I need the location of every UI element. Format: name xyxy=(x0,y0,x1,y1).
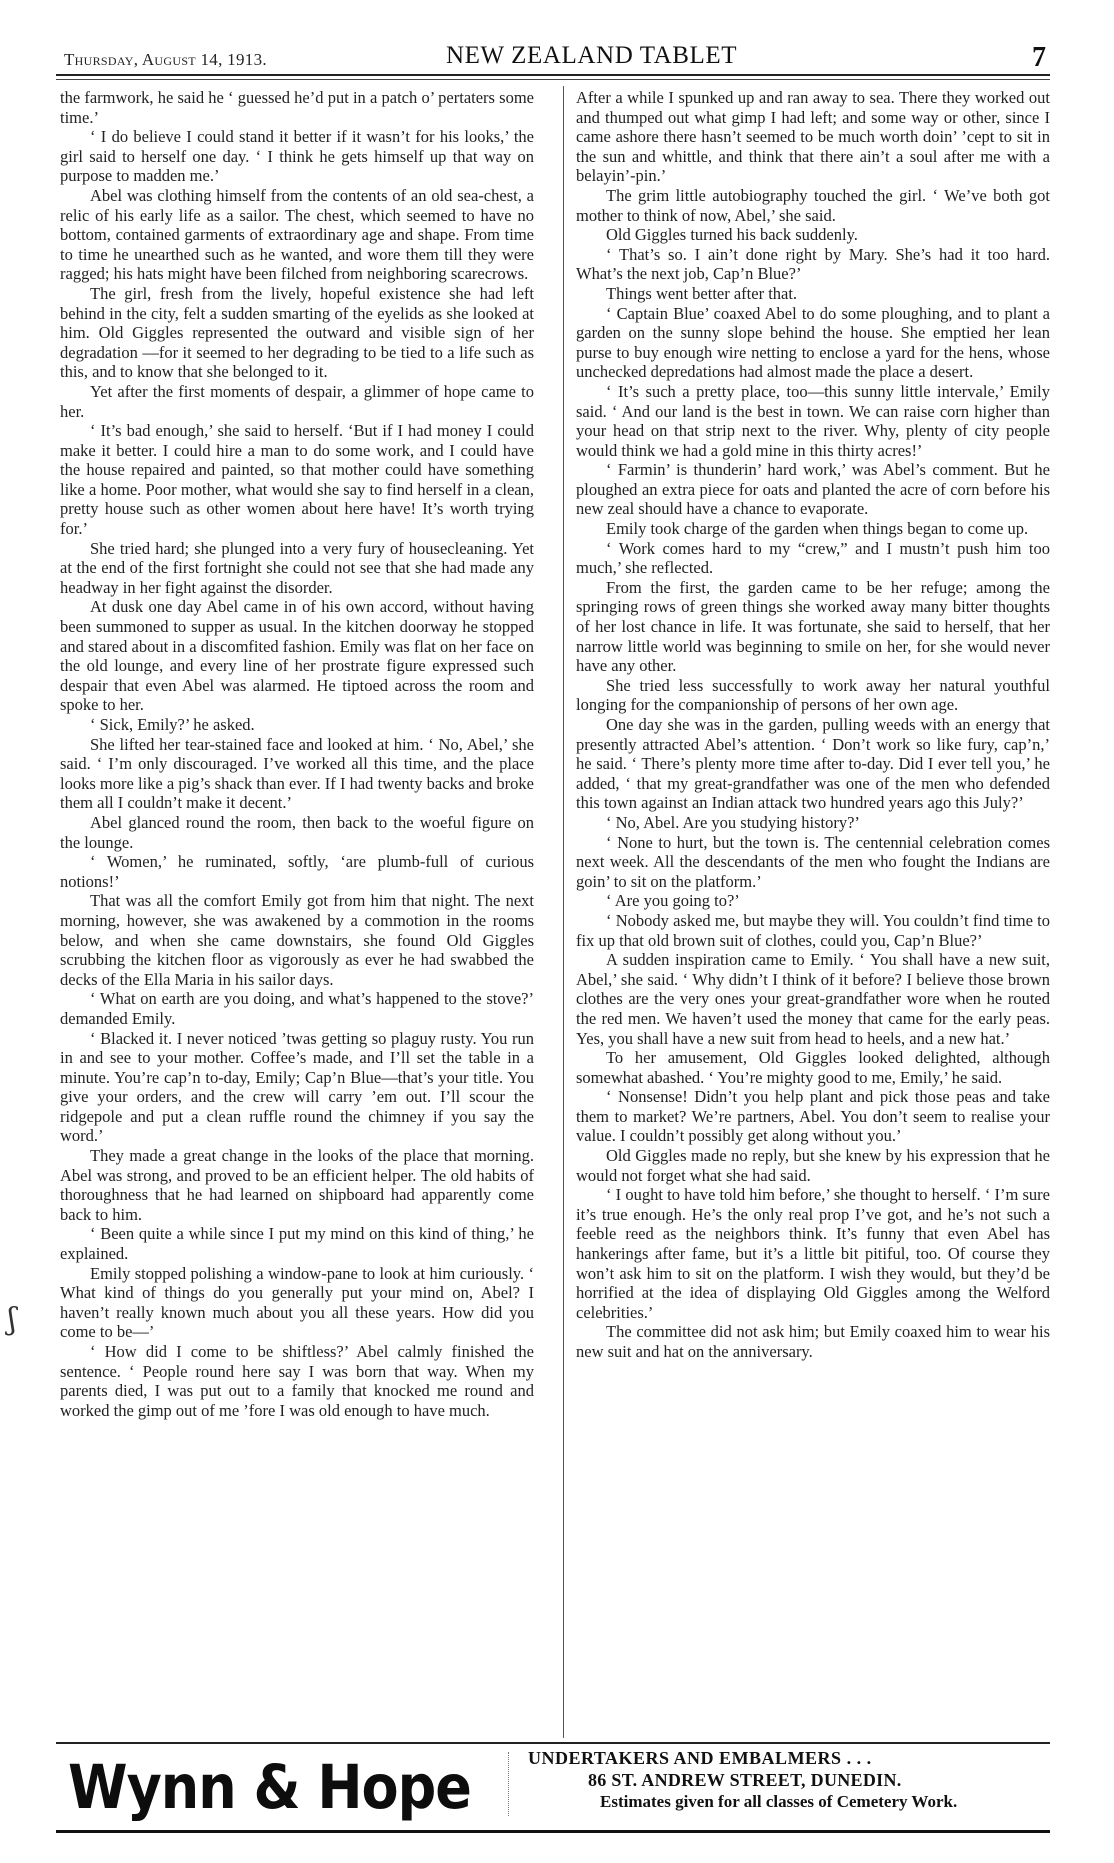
right-column-paragraph: ‘ Work comes hard to my “crew,” and I mustn’t push him too much,’ she reflected. xyxy=(576,538,1050,578)
right-column-paragraph: ‘ None to hurt, but the town is. The centennial celebration comes next week. All the descendants of the men who fought the Indians are goin’ to sit on the platform.’ xyxy=(576,832,1050,891)
advertisement-rule xyxy=(56,1742,1050,1744)
header-rule-thin xyxy=(56,79,1050,80)
left-column-paragraph: ‘ It’s bad enough,’ she said to herself. ‘But if I had money I could make it better. I could hire a man to do some work, and I could have the house repaired and painted, so that mother could have something like a home. Poor mother, what would she say to find herself in a clean, pretty house such as other women about here have! It’s worth trying for.’ xyxy=(60,421,534,539)
right-column-paragraph: ‘ I ought to have told him before,’ she thought to herself. ‘ I’m sure it’s true enough. He’s the only real prop I’ve got, and he’s not such a feeble reed as the neighbors think. It’s funny that even Abel has hankerings after fame, but it’s a little bit pitiful, too. Of course they won’t ask him to sit on the platform. I wish they would, but they’d be horrified at the idea of displaying Old Giggles among the Welford celebrities.’ xyxy=(576,1185,1050,1322)
left-column-paragraph: ‘ How did I come to be shiftless?’ Abel calmly finished the sentence. ‘ People round here say I was born that way. When my parents died, I was put out to a family that knocked me round and worked the gimp out of me ’fore I was old enough to have much. xyxy=(60,1342,534,1420)
advertisement xyxy=(56,1746,1050,1832)
left-column-paragraph: ‘ Blacked it. I never noticed ’twas getting so plaguy rusty. You run in and see to your mother. Coffee’s made, and I’ll set the table in a minute. You’re cap’n to-day, Emily; Cap’n Blue—that’s your title. You give your orders, and the crew will carry ’em out. I’ll scour the ridgepole and put a clean ruffle round the chimney if you say the word.’ xyxy=(60,1028,534,1146)
left-column-paragraph: ‘ What on earth are you doing, and what’s happened to the stove?’ demanded Emily. xyxy=(60,989,534,1028)
left-column-paragraph: That was all the comfort Emily got from him that night. The next morning, however, she was awakened by a commotion in the rooms below, and when she came downstairs, she found Old Giggles scrubbing the kitchen floor as vigorously as ever he had swabbed the decks of the Ella Maria in his sailor days. xyxy=(60,891,534,989)
publication-title: NEW ZEALAND TABLET xyxy=(446,42,738,69)
right-column-paragraph: Things went better after that. xyxy=(606,283,798,303)
right-column-paragraph: From the first, the garden came to be her refuge; among the springing rows of green things she worked away many bitter thoughts of her lost chance in life. It was fortunate, she said to herself, that her narrow little world was beginning to smile on her, for she would never have any other. xyxy=(576,577,1050,676)
header-rule xyxy=(56,74,1050,76)
advertisement-margin-text xyxy=(508,1752,519,1816)
right-column-paragraph: ‘ Farmin’ is thunderin’ hard work,’ was Abel’s comment. But he ploughed an extra piece for oats and planted the acre of corn before his new zeal should have a chance to evaporate. xyxy=(576,460,1050,519)
right-column-paragraph: Emily took charge of the garden when things began to come up. xyxy=(606,519,1029,539)
left-column-paragraph: Abel was clothing himself from the contents of an old sea-chest, a relic of his early life as a sailor. The chest, which seemed to have no bottom, contained garments of extraordinary age and shape. From time to time he unearthed such as he wanted, and wore them till they were ragged; his hats might have been filched from neighboring scarecrows. xyxy=(60,185,534,284)
issue-date: Thursday, August 14, 1913. xyxy=(64,50,267,69)
advertisement-business: UNDERTAKERS AND EMBALMERS . . . xyxy=(528,1748,872,1768)
left-column-paragraph: ‘ Sick, Emily?’ he asked. xyxy=(90,715,255,734)
column-divider xyxy=(563,86,564,1738)
advertisement-brand: Wynn & Hope xyxy=(68,1752,471,1823)
advertisement-tagline: Estimates given for all classes of Cemetery Work. xyxy=(600,1792,958,1811)
left-column xyxy=(60,88,534,1734)
right-column-paragraph: ‘ That’s so. I ain’t done right by Mary. She’s had it too hard. What’s the next job, Cap’n Blue?’ xyxy=(576,244,1050,284)
left-column-paragraph: Yet after the first moments of despair, a glimmer of hope came to her. xyxy=(60,381,534,421)
left-column-paragraph: the farmwork, he said he ‘ guessed he’d put in a patch o’ pertaters some time.’ xyxy=(60,88,534,127)
left-column-paragraph: ‘ I do believe I could stand it better if it wasn’t for his looks,’ the girl said to herself one day. ‘ I think he gets himself up that way on purpose to madden me.’ xyxy=(60,127,534,186)
right-column-paragraph: Old Giggles made no reply, but she knew by his expression that he would not forget what she had said. xyxy=(576,1146,1050,1185)
right-column-paragraph: The grim little autobiography touched the girl. ‘ We’ve both got mother to think of now, Abel,’ she said. xyxy=(576,185,1050,225)
left-column-paragraph: ‘ Women,’ he ruminated, softly, ‘are plumb-full of curious notions!’ xyxy=(60,852,534,891)
footer-rule xyxy=(56,1830,1050,1833)
right-column-paragraph: ‘ Nobody asked me, but maybe they will. You couldn’t find time to fix up that old brown suit of clothes, could you, Cap’n Blue?’ xyxy=(576,910,1050,950)
newspaper-page xyxy=(56,40,1050,1840)
left-column-paragraph: They made a great change in the looks of the place that morning. Abel was strong, and proved to be an efficient helper. The old habits of thoroughness that he had learned on shipboard had apparently come back to him. xyxy=(60,1146,534,1224)
right-column-paragraph: After a while I spunked up and ran away to sea. There they worked out and thumped out what gimp I had left; and some way or other, since I came ashore there hasn’t seemed to be much worth doin’ ’cept to sit in the sun and whittle, and think that there ain’t a soul after me with a belayin’-pin.’ xyxy=(576,88,1050,186)
advertisement-address: 86 ST. ANDREW STREET, DUNEDIN. xyxy=(588,1770,902,1790)
pen-mark-icon: ʃ xyxy=(8,1302,17,1337)
page-number: 7 xyxy=(1032,42,1046,73)
right-column-paragraph: The committee did not ask him; but Emily coaxed him to wear his new suit and hat on the anniversary. xyxy=(576,1322,1050,1361)
left-column-paragraph: Emily stopped polishing a window-pane to look at him curiously. ‘ What kind of things do you generally put your mind on, Abel? I haven’t really known much about you all these years. How did you come to be—’ xyxy=(60,1263,534,1342)
right-column-paragraph: A sudden inspiration came to Emily. ‘ You shall have a new suit, Abel,’ she said. ‘ Why didn’t I think of it before? I believe those brown clothes are the very ones your great-grandfather wore when he routed the red men. We haven’t used the money that came for the early peas. Yes, you shall have a new suit from head to heels, and a new hat.’ xyxy=(576,950,1050,1048)
right-column-paragraph: ‘ It’s such a pretty place, too—this sunny little intervale,’ Emily said. ‘ And our land is the best in town. We can raise corn higher than your head on that strip next to the river. Why, plenty of city people would think we had a gold mine in this thirty acres!’ xyxy=(576,381,1050,460)
right-column-paragraph: ‘ Are you going to?’ xyxy=(606,891,740,911)
right-column-paragraph: To her amusement, Old Giggles looked delighted, although somewhat abashed. ‘ You’re mighty good to me, Emily,’ he said. xyxy=(576,1048,1050,1087)
right-column-paragraph: ‘ No, Abel. Are you studying history?’ xyxy=(606,812,860,832)
right-column-paragraph: One day she was in the garden, pulling weeds with an energy that presently attracted Abel’s attention. ‘ Don’t work so like fury, cap’n,’ he said. ‘ There’s plenty more time after to-day. Did I ever tell you,’ he added, ‘ that my great-grandfather was one of the men who defended this town against an Indian attack two hundred years ago this July?’ xyxy=(576,715,1050,813)
left-column-paragraph: She tried hard; she plunged into a very fury of housecleaning. Yet at the end of the first fortnight she could not see that she had made any headway in her fight against the disorder. xyxy=(60,538,534,597)
right-column xyxy=(576,88,1050,1734)
left-column-paragraph: She lifted her tear-stained face and looked at him. ‘ No, Abel,’ she said. ‘ I’m only discouraged. I’ve worked all this time, and the place looks more like a pig’s shack than ever. If I had twenty backs and broke them all I couldn’t make it decent.’ xyxy=(60,734,534,813)
left-column-paragraph: At dusk one day Abel came in of his own accord, without having been summoned to supper as usual. In the kitchen doorway he stopped and stared about in a discomfited fashion. Emily was flat on her face on the old lounge, and every line of her prostrate figure expressed such despair that even Abel was alarmed. He tiptoed across the room and spoke to her. xyxy=(60,597,534,715)
right-column-paragraph: ‘ Nonsense! Didn’t you help plant and pick those peas and take them to market? We’re partners, Abel. You don’t seem to realise your value. I couldn’t possibly get along without you.’ xyxy=(576,1087,1050,1146)
right-column-paragraph: ‘ Captain Blue’ coaxed Abel to do some ploughing, and to plant a garden on the sunny slope behind the house. She emptied her lean purse to buy enough wire netting to enclose a yard for the hens, whose unchecked depredations had almost made the place a desert. xyxy=(576,303,1050,382)
left-column-paragraph: Abel glanced round the room, then back to the woeful figure on the lounge. xyxy=(60,812,534,852)
left-column-paragraph: ‘ Been quite a while since I put my mind on this kind of thing,’ he explained. xyxy=(60,1224,534,1264)
right-column-paragraph: Old Giggles turned his back suddenly. xyxy=(606,225,858,245)
left-column-paragraph: The girl, fresh from the lively, hopeful existence she had left behind in the city, felt a sudden smarting of the eyelids as she looked at him. Old Giggles represented the outward and visible sign of her degradation —for it seemed to her degrading to be tied to a life such as this, and to know that she belonged to it. xyxy=(60,283,534,382)
right-column-paragraph: She tried less successfully to work away her natural youthful longing for the companionship of persons of her own age. xyxy=(576,675,1050,715)
